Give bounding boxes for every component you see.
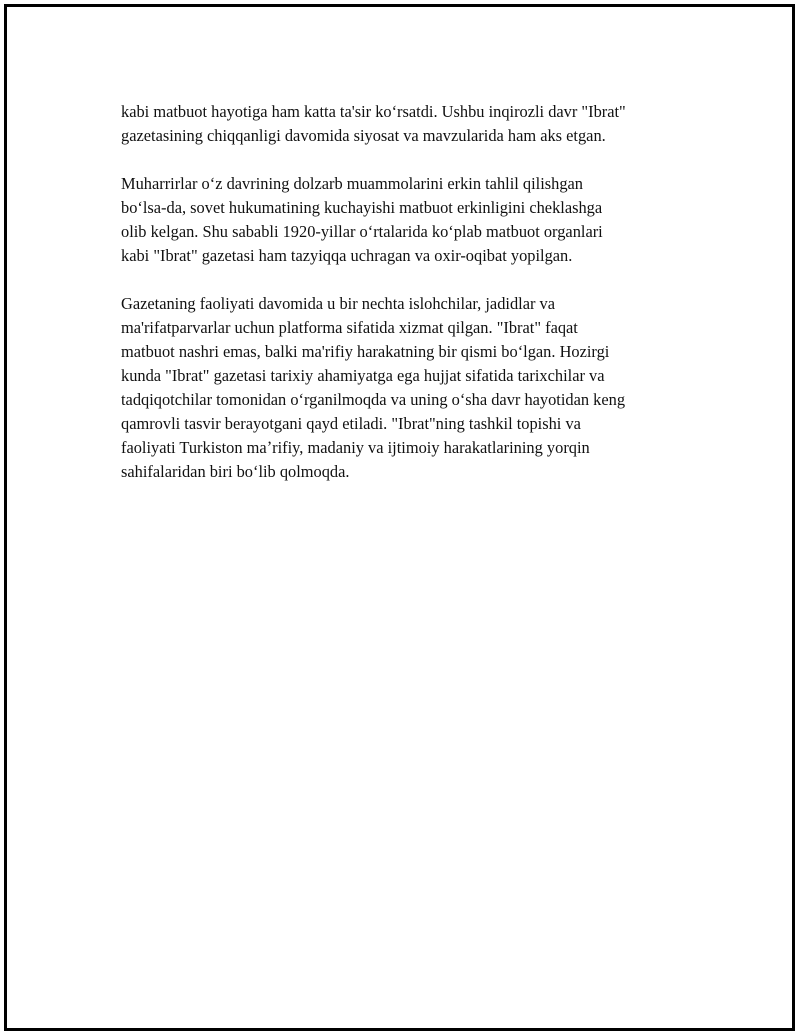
text-line: kunda "Ibrat" gazetasi tarixiy ahamiyatga ega hujjat sifatida tarixchilar va: [121, 366, 605, 385]
text-line: Muharrirlar oʻz davrining dolzarb muammolarini erkin tahlil qilishgan: [121, 174, 583, 193]
text-line: gazetasining chiqqanligi davomida siyosat va mavzularida ham aks etgan.: [121, 126, 606, 145]
text-line: qamrovli tasvir berayotgani qayd etiladi. "Ibrat"ning tashkil topishi va: [121, 414, 581, 433]
text-line: ma'rifatparvarlar uchun platforma sifatida xizmat qilgan. "Ibrat" faqat: [121, 318, 578, 337]
text-line: kabi "Ibrat" gazetasi ham tazyiqqa uchragan va oxir-oqibat yopilgan.: [121, 246, 573, 265]
paragraph-2: [121, 172, 701, 268]
text-line: faoliyati Turkiston maʼrifiy, madaniy va ijtimoiy harakatlarining yorqin: [121, 438, 590, 457]
paragraph-3: [121, 292, 701, 484]
text-line: tadqiqotchilar tomonidan oʻrganilmoqda va uning oʻsha davr hayotidan keng: [121, 390, 626, 409]
document-body: [121, 100, 701, 508]
text-line: olib kelgan. Shu sababli 1920-yillar oʻrtalarida koʻplab matbuot organlari: [121, 222, 603, 241]
text-line: matbuot nashri emas, balki ma'rifiy harakatning bir qismi boʻlgan. Hozirgi: [121, 342, 610, 361]
text-line: boʻlsa-da, sovet hukumatining kuchayishi matbuot erkinligini cheklashga: [121, 198, 603, 217]
text-line: kabi matbuot hayotiga ham katta ta'sir koʻrsatdi. Ushbu inqirozli davr "Ibrat": [121, 102, 626, 121]
text-line: Gazetaning faoliyati davomida u bir nechta islohchilar, jadidlar va: [121, 294, 555, 313]
text-line: sahifalaridan biri boʻlib qolmoqda.: [121, 462, 350, 481]
page-frame: [4, 4, 795, 1031]
paragraph-1: [121, 100, 701, 148]
